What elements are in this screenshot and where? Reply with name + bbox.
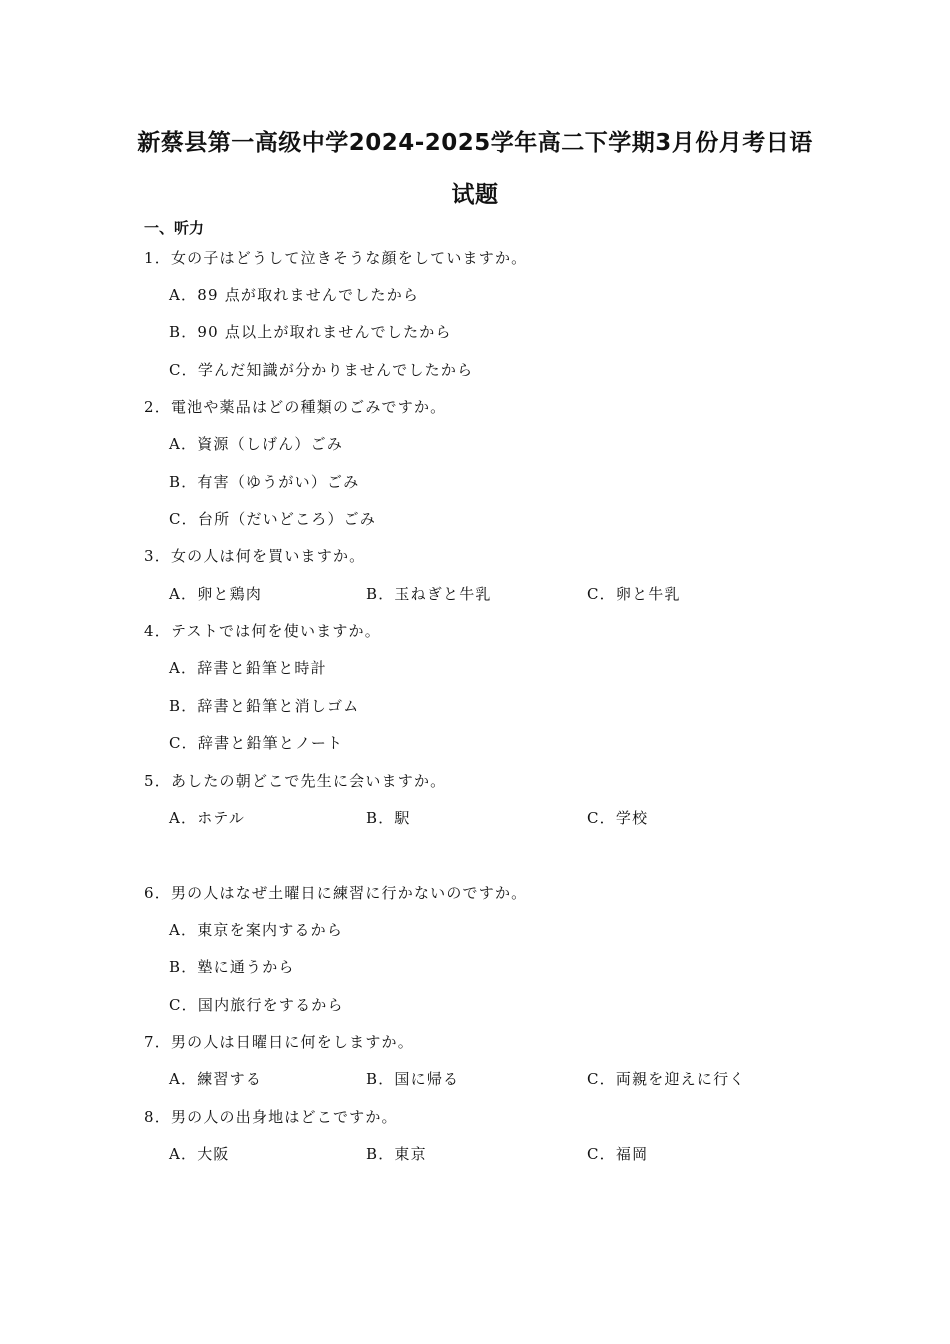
question-4-stem: 4．テストでは何を使いますか。 bbox=[144, 622, 381, 640]
question-8-option-c: C．福岡 bbox=[587, 1145, 649, 1163]
question-1-option-b: B．90 点以上が取れませんでしたから bbox=[169, 323, 452, 341]
question-5-option-b: B．駅 bbox=[366, 809, 411, 827]
question-2-option-b: B．有害（ゆうがい）ごみ bbox=[169, 473, 360, 491]
question-5-option-a: A．ホテル bbox=[169, 809, 246, 827]
question-6-stem: 6．男の人はなぜ土曜日に練習に行かないのですか。 bbox=[144, 884, 528, 902]
section-heading-listening: 一、听力 bbox=[144, 219, 205, 237]
question-2-option-a: A．資源（しげん）ごみ bbox=[169, 435, 344, 453]
question-1-option-c: C．学んだ知識が分かりませんでしたから bbox=[169, 361, 474, 379]
question-1-option-a: A．89 点が取れませんでしたから bbox=[169, 286, 420, 304]
page-title-line-2: 试题 bbox=[451, 182, 499, 208]
question-8-option-a: A．大阪 bbox=[169, 1145, 230, 1163]
question-5-stem: 5．あしたの朝どこで先生に会いますか。 bbox=[144, 772, 447, 790]
question-1-stem: 1．女の子はどうして泣きそうな顔をしていますか。 bbox=[144, 249, 528, 267]
question-3-option-c: C．卵と牛乳 bbox=[587, 585, 681, 603]
question-6-option-c: C．国内旅行をするから bbox=[169, 996, 344, 1014]
question-4-option-c: C．辞書と鉛筆とノート bbox=[169, 734, 344, 752]
question-4-option-a: A．辞書と鉛筆と時計 bbox=[169, 659, 327, 677]
question-7-option-b: B．国に帰る bbox=[366, 1070, 460, 1088]
question-7-option-c: C．両親を迎えに行く bbox=[587, 1070, 746, 1088]
question-8-option-b: B．東京 bbox=[366, 1145, 427, 1163]
question-4-option-b: B．辞書と鉛筆と消しゴム bbox=[169, 697, 360, 715]
question-5-option-c: C．学校 bbox=[587, 809, 649, 827]
question-7-option-a: A．練習する bbox=[169, 1070, 263, 1088]
question-8-stem: 8．男の人の出身地はどこですか。 bbox=[144, 1108, 398, 1126]
question-2-stem: 2．電池や薬品はどの種類のごみですか。 bbox=[144, 398, 447, 416]
question-3-option-b: B．玉ねぎと牛乳 bbox=[366, 585, 492, 603]
page-title-line-1: 新蔡县第一高级中学2024-2025学年高二下学期3月份月考日语 bbox=[137, 130, 813, 156]
question-3-stem: 3．女の人は何を買いますか。 bbox=[144, 547, 366, 565]
question-6-option-a: A．東京を案内するから bbox=[169, 921, 344, 939]
question-7-stem: 7．男の人は日曜日に何をしますか。 bbox=[144, 1033, 414, 1051]
question-3-option-a: A．卵と鶏肉 bbox=[169, 585, 263, 603]
question-2-option-c: C．台所（だいどころ）ごみ bbox=[169, 510, 377, 528]
question-6-option-b: B．塾に通うから bbox=[169, 958, 295, 976]
